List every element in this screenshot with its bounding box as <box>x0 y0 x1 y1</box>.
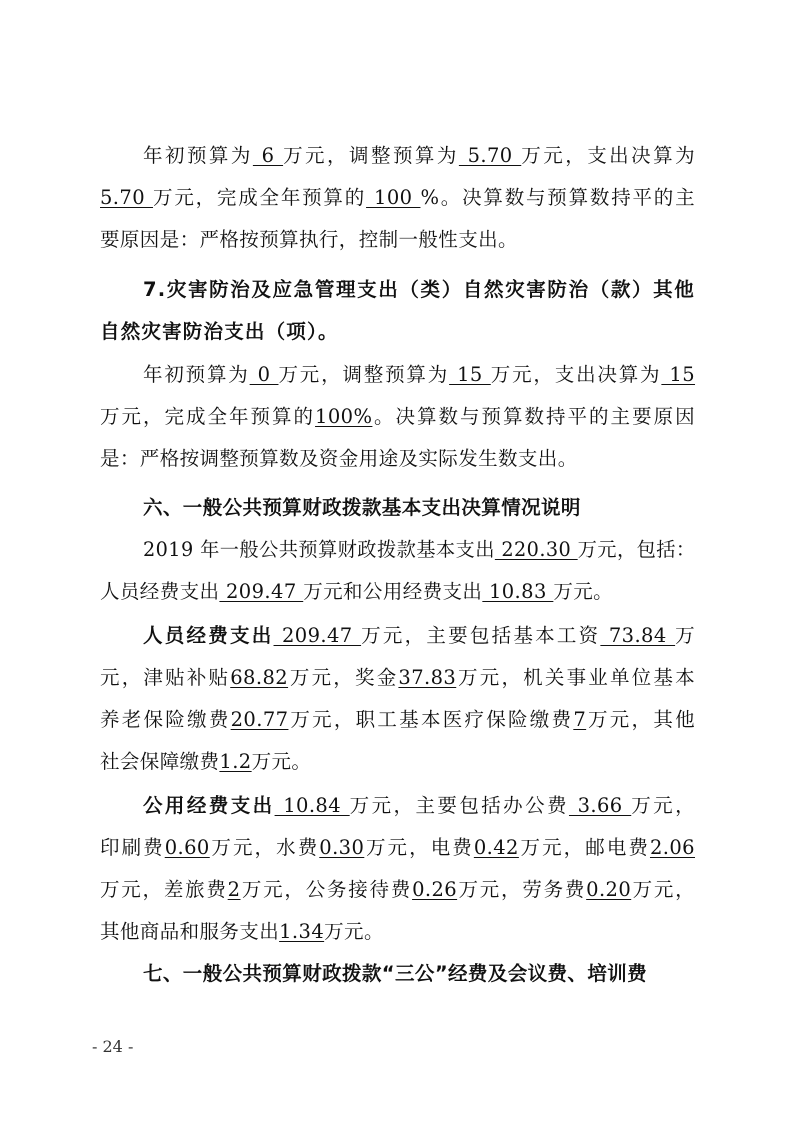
underlined-value: 5.70 <box>458 144 522 167</box>
underlined-value: 1.34 <box>279 920 325 943</box>
underlined-value: 7 <box>573 708 587 731</box>
paragraph-line <box>143 622 695 650</box>
text-span: 万元，劳务费 <box>457 878 587 901</box>
text-span: 万元，支出决算为 <box>490 363 662 386</box>
paragraph-line <box>100 403 695 431</box>
underlined-value: 20.77 <box>230 708 289 731</box>
paragraph-line <box>100 578 695 606</box>
text-span: 其他商品和服务支出 <box>100 920 280 943</box>
text-span: 万元，主要包括办公费 <box>349 794 569 817</box>
text-span: 万 <box>675 624 696 647</box>
heading-text: 六、一般公共预算财政拨款基本支出决算情况说明 <box>143 496 581 519</box>
underlined-value: 100 <box>366 186 421 209</box>
paragraph-line <box>143 536 695 564</box>
text-span: 万元，包括： <box>577 538 696 561</box>
text-span: 万元，调整预算为 <box>283 144 459 167</box>
text-span: 万元， <box>631 794 696 817</box>
text-span: 万元，其他 <box>586 708 695 731</box>
underlined-value: 209.47 <box>219 580 304 603</box>
text-span: 元，津贴补贴 <box>100 666 231 689</box>
text-span: %。决算数与预算数持平的主 <box>420 186 695 209</box>
text-span: 社会保障缴费 <box>100 750 220 773</box>
text-span: 万元，公务接待费 <box>240 878 413 901</box>
underlined-value: 37.83 <box>398 666 457 689</box>
paragraph-line <box>100 876 695 904</box>
underlined-value: 0.20 <box>586 878 632 901</box>
section-heading <box>143 276 695 304</box>
paragraph-line <box>100 445 695 473</box>
underlined-value: 220.30 <box>494 538 578 561</box>
paragraph-line <box>100 918 695 946</box>
paragraph-line <box>100 834 695 862</box>
bold-lead: 公用经费支出 <box>143 794 275 817</box>
paragraph-line <box>100 184 695 212</box>
text-span: 人员经费支出 <box>100 580 220 603</box>
text-span: 万元，调整预算为 <box>278 363 450 386</box>
underlined-value: 5.70 <box>100 186 154 209</box>
text-span: 万元。 <box>324 920 384 943</box>
text-span: 万元，完成全年预算的 <box>100 405 316 428</box>
bold-lead: 人员经费支出 <box>143 624 274 647</box>
underlined-value: 3.66 <box>568 794 632 817</box>
underlined-value: 2 <box>227 878 241 901</box>
text-span: 万元和公用经费支出 <box>303 580 483 603</box>
section-heading <box>100 318 695 346</box>
underlined-value: 0.26 <box>412 878 458 901</box>
text-span: 万元，邮电费 <box>518 836 650 859</box>
paragraph-line <box>143 142 695 170</box>
section-heading <box>143 494 695 522</box>
text-span: 年初预算为 <box>143 144 253 167</box>
text-span: 万元。 <box>251 750 312 773</box>
underlined-value: 6 <box>252 144 284 167</box>
text-span: 万元，奖金 <box>288 666 399 689</box>
underlined-value: 0 <box>249 363 279 386</box>
paragraph-line <box>143 792 695 820</box>
text-span: 万元， <box>631 878 696 901</box>
text-span: 万元。 <box>553 580 614 603</box>
text-span: 万元，主要包括基本工资 <box>361 624 601 647</box>
underlined-value: 100% <box>315 405 373 428</box>
text-span: 印刷费 <box>100 836 165 859</box>
paragraph-line <box>100 748 695 776</box>
underlined-value: 2.06 <box>649 836 695 859</box>
underlined-value: 1.2 <box>219 750 252 773</box>
paragraph-line <box>100 706 695 734</box>
page-number: - 24 - <box>92 1037 134 1056</box>
text-span: 万元，机关事业单位基本 <box>456 666 695 689</box>
text-span: 万元，支出决算为 <box>521 144 696 167</box>
text-span: 万元，职工基本医疗保险缴费 <box>288 708 574 731</box>
heading-text: 七、一般公共预算财政拨款“三公”经费及会议费、培训费 <box>143 962 648 985</box>
heading-text: 自然灾害防治支出（项）。 <box>100 320 339 343</box>
underlined-value: 0.42 <box>473 836 519 859</box>
underlined-value: 0.30 <box>319 836 365 859</box>
text-span: 万元，水费 <box>209 836 320 859</box>
underlined-value: 10.83 <box>482 580 554 603</box>
paragraph-line <box>100 226 695 254</box>
paragraph-line <box>143 361 695 389</box>
text-span: 万元，电费 <box>364 836 474 859</box>
text-span: 万元，完成全年预算的 <box>153 186 367 209</box>
text-span: 要原因是：严格按预算执行，控制一般性支出。 <box>100 228 518 251</box>
underlined-value: 15 <box>449 363 491 386</box>
underlined-value: 0.60 <box>164 836 210 859</box>
text-span: 万元，差旅费 <box>100 878 228 901</box>
text-span: 2019 年一般公共预算财政拨款基本支出 <box>143 538 495 561</box>
underlined-value: 68.82 <box>230 666 289 689</box>
underlined-value: 10.84 <box>274 794 350 817</box>
text-span: 养老保险缴费 <box>100 708 231 731</box>
underlined-value: 73.84 <box>600 624 676 647</box>
underlined-value: 15 <box>661 363 696 386</box>
paragraph-line <box>100 664 695 692</box>
section-heading <box>143 960 695 988</box>
heading-text: 7.灾害防治及应急管理支出（类）自然灾害防治（款）其他 <box>143 278 695 301</box>
text-span: 年初预算为 <box>143 363 250 386</box>
underlined-value: 209.47 <box>273 624 362 647</box>
text-span: 。决算数与预算数持平的主要原因 <box>372 405 695 428</box>
text-span: 是：严格按调整预算数及资金用途及实际发生数支出。 <box>100 447 578 470</box>
